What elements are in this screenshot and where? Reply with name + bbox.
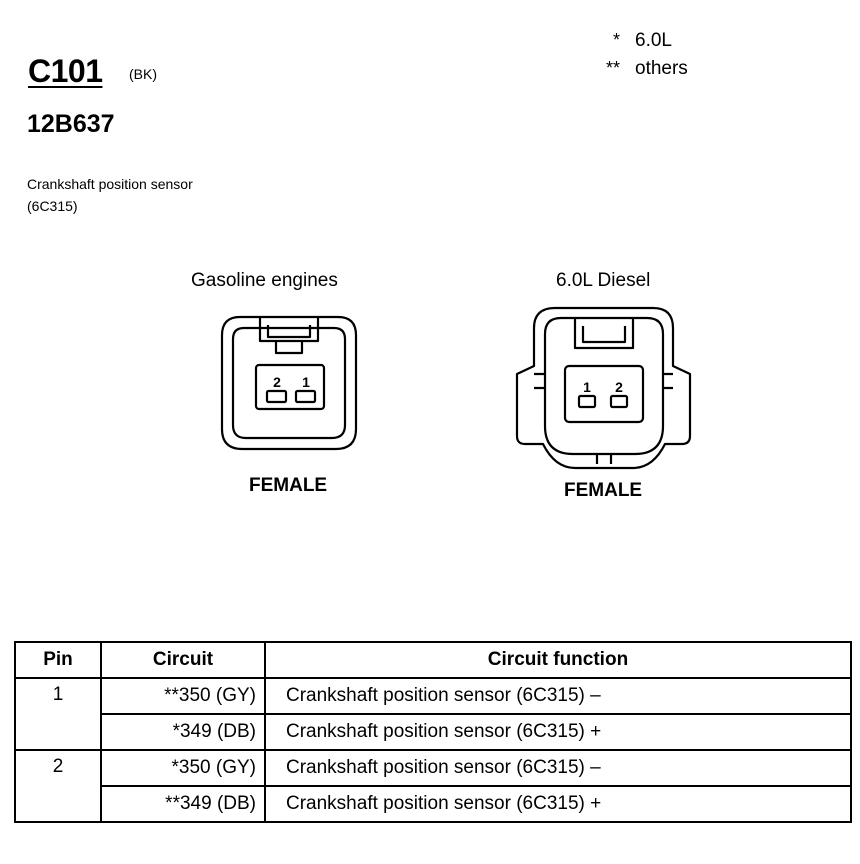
connector-latch-inner — [583, 326, 625, 342]
legend-label-6-0l: 6.0L — [635, 30, 672, 51]
pin-number: 1 — [15, 678, 101, 750]
diesel-pin-label-right: 2 — [615, 379, 623, 395]
pin-number: 2 — [15, 750, 101, 822]
circuit-id: *349 (DB) — [101, 714, 265, 750]
connector-latch-inner — [268, 325, 310, 337]
circuit-id: **350 (GY) — [101, 678, 265, 714]
circuit-function: Crankshaft position sensor (6C315) + — [265, 714, 851, 750]
legend-symbol-others: ** — [605, 58, 620, 78]
pin-terminal-right — [296, 391, 315, 402]
connector-side-tab-left — [534, 374, 545, 388]
gasoline-gender-label: FEMALE — [249, 475, 328, 496]
legend-symbol-6-0l: * — [612, 30, 620, 50]
connector-color: (BK) — [129, 66, 157, 82]
circuit-id: **349 (DB) — [101, 786, 265, 822]
part-number: 12B637 — [27, 110, 115, 138]
pin-terminal-left — [579, 396, 595, 407]
gas-pin-label-right: 1 — [302, 374, 310, 390]
circuit-function: Crankshaft position sensor (6C315) – — [265, 678, 851, 714]
table-row — [15, 750, 851, 786]
table-row — [15, 678, 851, 714]
pin-terminal-left — [267, 391, 286, 402]
diesel-gender-label: FEMALE — [564, 480, 643, 501]
circuit-id: *350 (GY) — [101, 750, 265, 786]
connector-inner-shell — [233, 328, 345, 438]
table-row — [15, 714, 851, 750]
gasoline-connector-diagram — [222, 317, 356, 449]
diesel-connector-diagram — [517, 308, 690, 468]
header-pin: Pin — [15, 642, 101, 678]
header-circuit-function: Circuit function — [265, 642, 851, 678]
connector-latch-lock — [276, 341, 302, 353]
legend-label-others: others — [635, 58, 688, 79]
table-header-row — [15, 642, 851, 678]
connector-side-tab-right — [663, 374, 673, 388]
circuit-function: Crankshaft position sensor (6C315) + — [265, 786, 851, 822]
connector-id: C101 — [28, 53, 103, 89]
diesel-pin-label-left: 1 — [583, 379, 591, 395]
connector-pin-cavity — [565, 366, 643, 422]
table-row — [15, 786, 851, 822]
pin-circuit-table — [14, 641, 852, 823]
component-description: Crankshaft position sensor (6C315) — [27, 176, 193, 214]
circuit-function: Crankshaft position sensor (6C315) – — [265, 750, 851, 786]
pin-terminal-right — [611, 396, 627, 407]
gasoline-view-title: Gasoline engines — [191, 270, 338, 291]
header-circuit: Circuit — [101, 642, 265, 678]
connector-bottom-key — [597, 454, 611, 464]
gas-pin-label-left: 2 — [273, 374, 281, 390]
diesel-view-title: 6.0L Diesel — [556, 270, 651, 291]
connector-inner-shell — [545, 318, 663, 454]
